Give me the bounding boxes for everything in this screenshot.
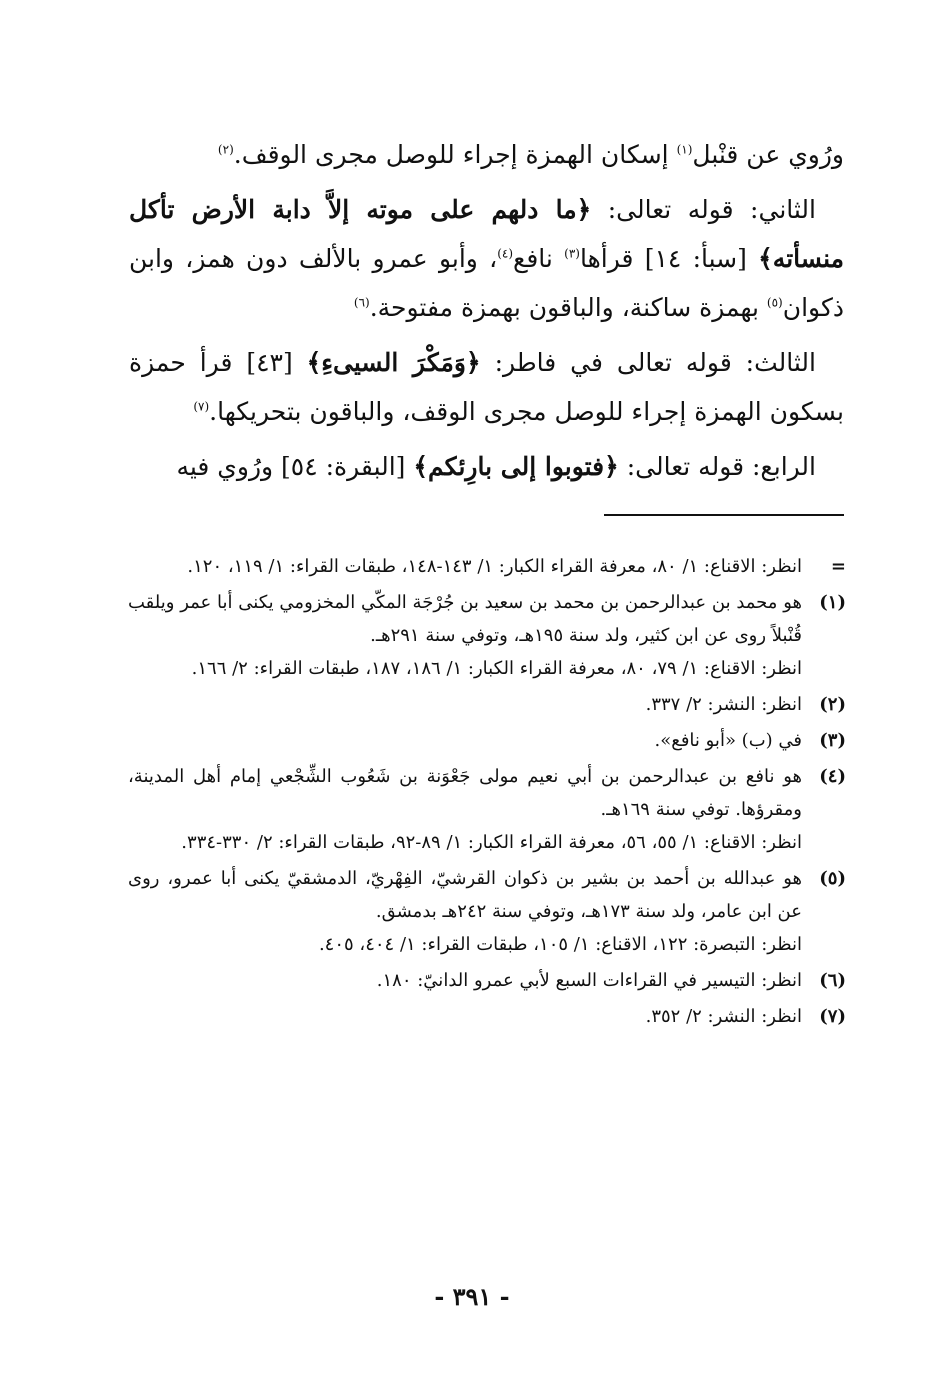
footnote-5-text: هو عبدالله بن أحمد بن بشير بن ذكوان القرشيّ، الفِهْريّ، الدمشقيّ يكنى أبا عمرو، روى عن ابن عامر، ولد سنة ١٧٣هـ، وتوفي سنة ٢٤٢هـ بدمشق.	[128, 868, 802, 922]
footnote-1-text: هو محمد بن عبدالرحمن بن محمد بن سعيد بن جُرْجَة المكّي المخزومي يكنى أبا عمر ويلقب قُنْبلاً روى عن ابن كثير، ولد سنة ١٩٥هـ، وتوفي سنة ٢٩١هـ.	[128, 592, 802, 646]
footnote-5-reference: انظر: التبصرة: ١٢٢، الاقناع: ١/ ١٠٥، طبقات القراء: ١/ ٤٠٤، ٤٠٥.	[318, 934, 802, 955]
paragraph-4	[129, 442, 844, 491]
paragraph-2-text-a: الثاني: قوله تعالى:	[591, 195, 816, 224]
paragraph-2-text-b: [سبأ: ١٤] قرأها	[579, 244, 759, 273]
footnote-separator	[604, 514, 844, 516]
quran-verse-saba: ﴿ما دلهم على موته إلاَّ دابة الأرض تأكل منسأته﴾	[129, 195, 845, 273]
page-number: - ٣٩١ -	[434, 1282, 510, 1311]
footnote-ref-7[interactable]: (٧)	[193, 399, 210, 414]
paragraph-1	[129, 130, 844, 179]
footnote-1	[128, 586, 846, 685]
footnote-4	[128, 760, 846, 859]
footnote-ref-2[interactable]: (٢)	[217, 142, 234, 157]
paragraph-1-text-b: إسكان الهمزة إجراء للوصل مجرى الوقف.	[233, 140, 677, 169]
quran-verse-baqara: ﴿فتوبوا إلى بارِئكم﴾	[413, 452, 619, 481]
paragraph-3-text-b: [٤٣] قرأ حمزة بسكون الهمزة إجراء للوصل مجرى الوقف، والباقون بتحريكها.	[129, 348, 844, 426]
footnote-ref-3[interactable]: (٣)	[564, 246, 580, 261]
footnote-4-number: (٤)	[819, 766, 846, 787]
footnote-1-reference: انظر: الاقناع: ١/ ٧٩، ٨٠، معرفة القراء الكبار: ١/ ١٨٦، ١٨٧، طبقات القراء: ٢/ ١٦٦.	[191, 658, 802, 679]
paragraph-2	[129, 185, 844, 332]
footnote-ref-4[interactable]: (٤)	[497, 246, 514, 261]
footnote-6	[128, 964, 846, 997]
paragraph-4-text-a: الرابع: قوله تعالى:	[618, 452, 816, 481]
footnote-ref-5[interactable]: (٥)	[766, 295, 783, 310]
paragraph-1-text-a: ورُوي عن قنْبل	[692, 140, 844, 169]
footnote-2-text: انظر: النشر: ٢/ ٣٣٧.	[645, 694, 802, 715]
footnote-7-number: (٧)	[819, 1006, 846, 1027]
paragraph-2-text-c: نافع	[513, 244, 565, 273]
paragraph-3-text-a: الثالث: قوله تعالى في فاطر:	[480, 348, 816, 377]
quran-verse-fatir: ﴿وَمَكْرَ السيىءِ﴾	[306, 348, 481, 377]
main-text	[129, 130, 844, 497]
footnote-ref-6[interactable]: (٦)	[353, 295, 370, 310]
footnote-5	[128, 862, 846, 961]
footnote-3-number: (٣)	[819, 730, 846, 751]
footnote-2-number: (٢)	[819, 694, 846, 715]
footnote-2	[128, 688, 846, 721]
footnote-5-number: (٥)	[819, 868, 846, 889]
paragraph-4-text-b: [البقرة: ٥٤] ورُوي فيه	[176, 452, 414, 481]
paragraph-3	[129, 338, 844, 436]
footnotes	[128, 550, 846, 1036]
footnote-1-number: (١)	[819, 592, 846, 613]
footnote-6-text: انظر: التيسير في القراءات السبع لأبي عمرو الدانيّ: ١٨٠.	[376, 970, 802, 991]
footnote-ref-1[interactable]: (١)	[676, 142, 693, 157]
paragraph-2-text-e: بهمزة ساكنة، والباقون بهمزة مفتوحة.	[369, 293, 767, 322]
footnote-4-text: هو نافع بن عبدالرحمن بن أبي نعيم مولى جَعْوَنة بن شَعُوب الشِّجْعي إمام أهل المدينة، ومقرؤها. توفي سنة ١٦٩هـ.	[128, 766, 802, 820]
footnote-7	[128, 1000, 846, 1033]
continuation-marker: =	[830, 556, 846, 577]
footnote-3-text: في (ب) «أبو نافع».	[654, 730, 802, 751]
footnote-7-text: انظر: النشر: ٢/ ٣٥٢.	[645, 1006, 802, 1027]
footnote-4-reference: انظر: الاقناع: ١/ ٥٥، ٥٦، معرفة القراء الكبار: ١/ ٨٩-٩٢، طبقات القراء: ٢/ ٣٣٠-٣٣٤.	[181, 832, 802, 853]
footnote-continuation-text: انظر: الاقناع: ١/ ٨٠، معرفة القراء الكبار: ١/ ١٤٣-١٤٨، طبقات القراء: ١/ ١١٩، ١٢٠.	[187, 556, 802, 577]
footnote-continuation	[128, 550, 846, 583]
footnote-3	[128, 724, 846, 757]
paragraph-2-text-d: ، وأبو عمرو بالألف دون همز، وابن ذكوان	[129, 244, 844, 322]
footnote-6-number: (٦)	[819, 970, 846, 991]
